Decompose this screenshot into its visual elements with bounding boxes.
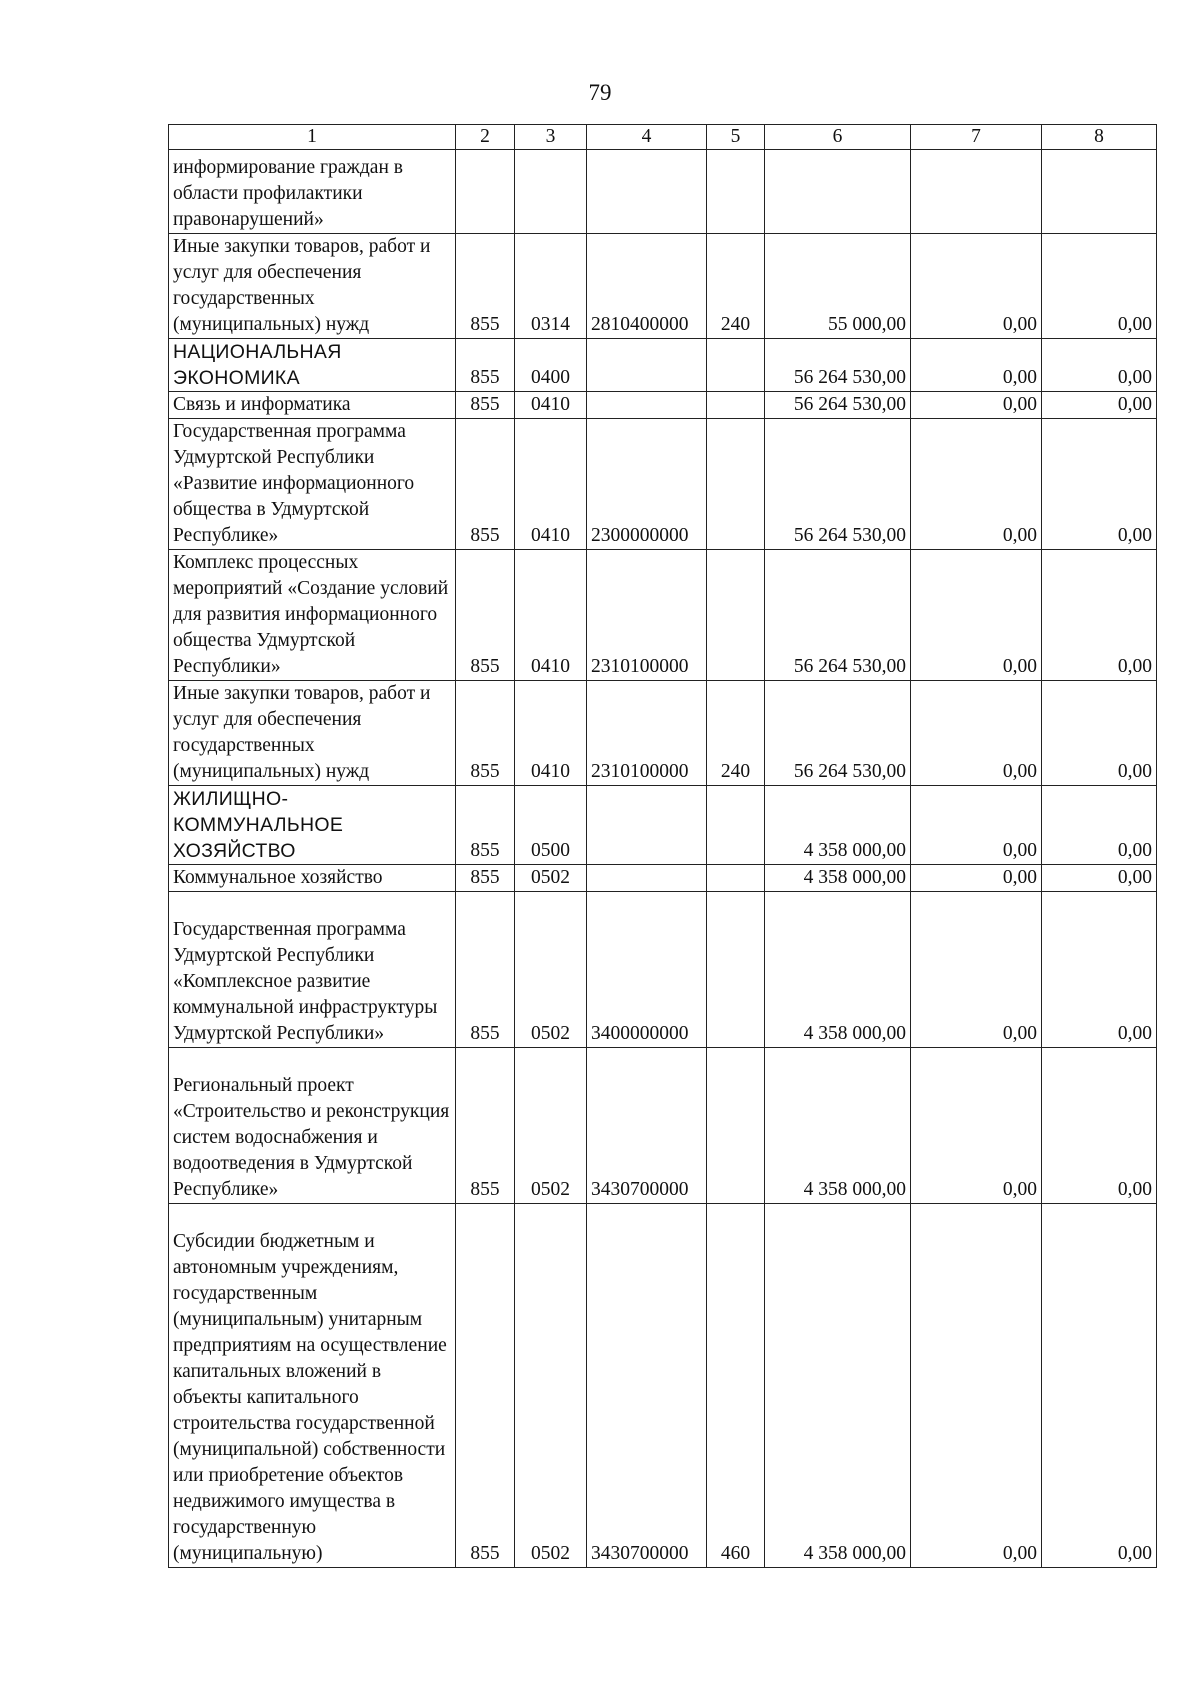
amount-8-cell: 0,00: [1042, 419, 1157, 550]
code-3-cell: 0502: [515, 892, 587, 1048]
amount-7-cell: 0,00: [911, 892, 1042, 1048]
code-3-cell: 0410: [515, 550, 587, 681]
code-3-cell: 0410: [515, 392, 587, 419]
amount-7-cell: 0,00: [911, 392, 1042, 419]
code-2-cell: 855: [456, 786, 515, 865]
amount-8-cell: [1042, 150, 1157, 234]
amount-8-cell: 0,00: [1042, 392, 1157, 419]
code-2-cell: 855: [456, 892, 515, 1048]
amount-6-cell: [765, 150, 911, 234]
table-row: [169, 392, 1157, 419]
header-cell: 6: [765, 125, 911, 150]
amount-7-cell: 0,00: [911, 786, 1042, 865]
amount-8-cell: 0,00: [1042, 786, 1157, 865]
code-4-cell: 2810400000: [587, 234, 707, 339]
amount-8-cell: 0,00: [1042, 681, 1157, 786]
header-cell: 1: [169, 125, 456, 150]
amount-6-cell: 4 358 000,00: [765, 1048, 911, 1204]
amount-6-cell: 4 358 000,00: [765, 865, 911, 892]
header-cell: 3: [515, 125, 587, 150]
amount-8-cell: 0,00: [1042, 892, 1157, 1048]
row-name-cell: Коммунальное хозяйство: [169, 865, 456, 892]
amount-7-cell: 0,00: [911, 865, 1042, 892]
code-5-cell: [707, 1048, 765, 1204]
table-row: [169, 865, 1157, 892]
header-cell: 4: [587, 125, 707, 150]
code-2-cell: 855: [456, 392, 515, 419]
code-4-cell: 2310100000: [587, 681, 707, 786]
amount-8-cell: 0,00: [1042, 550, 1157, 681]
table-row: [169, 681, 1157, 786]
amount-8-cell: 0,00: [1042, 1204, 1157, 1568]
code-5-cell: [707, 892, 765, 1048]
code-4-cell: [587, 786, 707, 865]
code-3-cell: [515, 150, 587, 234]
code-2-cell: 855: [456, 1204, 515, 1568]
code-4-cell: 3430700000: [587, 1048, 707, 1204]
amount-6-cell: 4 358 000,00: [765, 786, 911, 865]
page-number: 79: [588, 80, 612, 105]
code-4-cell: 3430700000: [587, 1204, 707, 1568]
amount-7-cell: 0,00: [911, 1048, 1042, 1204]
amount-6-cell: 4 358 000,00: [765, 892, 911, 1048]
code-4-cell: [587, 392, 707, 419]
table-row: [169, 1048, 1157, 1204]
amount-7-cell: 0,00: [911, 681, 1042, 786]
amount-7-cell: 0,00: [911, 339, 1042, 392]
code-4-cell: [587, 339, 707, 392]
row-name-cell: Комплекс процессных мероприятий «Создание условий для развития информационного общества Удмуртской Республики»: [169, 550, 456, 681]
code-2-cell: 855: [456, 1048, 515, 1204]
code-3-cell: 0502: [515, 1204, 587, 1568]
code-3-cell: 0400: [515, 339, 587, 392]
amount-8-cell: 0,00: [1042, 339, 1157, 392]
row-name-cell: Субсидии бюджетным и автономным учреждениям, государственным (муниципальным) унитарным предприятиям на осуществление капитальных вложений в объекты капитального строительства государственной (муниципальной) собственности или приобретение объектов недвижимого имущества в государственную (муниципальную): [169, 1204, 456, 1568]
amount-6-cell: 56 264 530,00: [765, 392, 911, 419]
amount-7-cell: 0,00: [911, 234, 1042, 339]
code-4-cell: [587, 150, 707, 234]
header-row: [169, 125, 1157, 150]
code-4-cell: 2300000000: [587, 419, 707, 550]
row-name-cell: Связь и информатика: [169, 392, 456, 419]
header-cell: 5: [707, 125, 765, 150]
code-2-cell: 855: [456, 865, 515, 892]
section-name-cell: ЖИЛИЩНО-КОММУНАЛЬНОЕ ХОЗЯЙСТВО: [169, 786, 456, 865]
code-3-cell: 0410: [515, 419, 587, 550]
table-row: [169, 1204, 1157, 1568]
row-name-cell: Иные закупки товаров, работ и услуг для обеспечения государственных (муниципальных) нужд: [169, 681, 456, 786]
amount-6-cell: 56 264 530,00: [765, 550, 911, 681]
code-5-cell: [707, 392, 765, 419]
row-name-cell: Государственная программа Удмуртской Республики «Развитие информационного общества в Удмуртской Республике»: [169, 419, 456, 550]
amount-6-cell: 56 264 530,00: [765, 681, 911, 786]
code-2-cell: 855: [456, 419, 515, 550]
code-2-cell: 855: [456, 681, 515, 786]
code-5-cell: [707, 786, 765, 865]
amount-7-cell: 0,00: [911, 550, 1042, 681]
header-cell: 8: [1042, 125, 1157, 150]
row-name-cell: Государственная программа Удмуртской Республики «Комплексное развитие коммунальной инфраструктуры Удмуртской Республики»: [169, 892, 456, 1048]
table-row: [169, 892, 1157, 1048]
section-name-cell: НАЦИОНАЛЬНАЯ ЭКОНОМИКА: [169, 339, 456, 392]
table-row: [169, 339, 1157, 392]
table-row: [169, 550, 1157, 681]
amount-8-cell: 0,00: [1042, 234, 1157, 339]
code-5-cell: [707, 419, 765, 550]
amount-6-cell: 56 264 530,00: [765, 419, 911, 550]
code-2-cell: [456, 150, 515, 234]
code-4-cell: [587, 865, 707, 892]
amount-7-cell: 0,00: [911, 1204, 1042, 1568]
table-row: [169, 419, 1157, 550]
amount-6-cell: 55 000,00: [765, 234, 911, 339]
code-3-cell: 0502: [515, 1048, 587, 1204]
amount-8-cell: 0,00: [1042, 1048, 1157, 1204]
code-4-cell: 2310100000: [587, 550, 707, 681]
code-5-cell: [707, 550, 765, 681]
row-name-cell: Региональный проект «Строительство и реконструкция систем водоснабжения и водоотведения в Удмуртской Республике»: [169, 1048, 456, 1204]
header-cell: 7: [911, 125, 1042, 150]
code-3-cell: 0410: [515, 681, 587, 786]
code-2-cell: 855: [456, 234, 515, 339]
amount-6-cell: 56 264 530,00: [765, 339, 911, 392]
code-5-cell: 240: [707, 681, 765, 786]
code-5-cell: [707, 339, 765, 392]
code-3-cell: 0500: [515, 786, 587, 865]
code-5-cell: 460: [707, 1204, 765, 1568]
table-row: [169, 234, 1157, 339]
amount-7-cell: [911, 150, 1042, 234]
code-4-cell: 3400000000: [587, 892, 707, 1048]
amount-7-cell: 0,00: [911, 419, 1042, 550]
code-3-cell: 0502: [515, 865, 587, 892]
code-5-cell: [707, 150, 765, 234]
table-row: [169, 786, 1157, 865]
code-2-cell: 855: [456, 550, 515, 681]
header-cell: 2: [456, 125, 515, 150]
budget-table: [168, 124, 1157, 1568]
code-3-cell: 0314: [515, 234, 587, 339]
code-5-cell: [707, 865, 765, 892]
row-name-cell: информирование граждан в области профилактики правонарушений»: [169, 150, 456, 234]
table-row: [169, 150, 1157, 234]
amount-6-cell: 4 358 000,00: [765, 1204, 911, 1568]
code-2-cell: 855: [456, 339, 515, 392]
amount-8-cell: 0,00: [1042, 865, 1157, 892]
code-5-cell: 240: [707, 234, 765, 339]
row-name-cell: Иные закупки товаров, работ и услуг для обеспечения государственных (муниципальных) нужд: [169, 234, 456, 339]
